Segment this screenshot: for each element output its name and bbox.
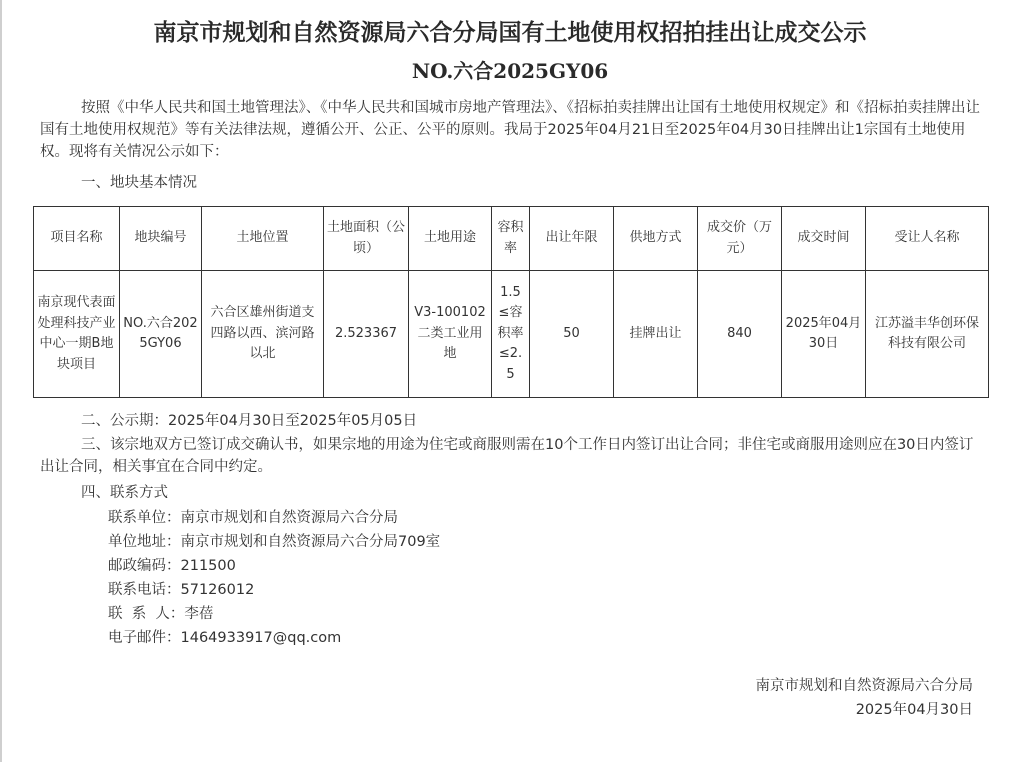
notice-title: 南京市规划和自然资源局六合分局国有土地使用权招拍挂出让成交公示	[153, 19, 867, 46]
land-info-table	[33, 206, 989, 398]
signature-date: 2025年04月30日	[855, 702, 973, 718]
header-supply-method: 供地方式	[614, 207, 698, 271]
table-header-row	[34, 207, 989, 271]
section-contract-terms: 三、该宗地双方已签订成交确认书，如果宗地的用途为住宅或商服则需在10个工作日内签订出让合同；非住宅或商服用途则应在30日内签订出让合同，相关事宜在合同中约定。	[40, 437, 974, 475]
contact-address: 单位地址：南京市规划和自然资源局六合分局709室	[108, 534, 441, 550]
header-parcel-number: 地块编号	[120, 207, 202, 271]
header-project-name: 项目名称	[34, 207, 120, 271]
cell-plot-ratio: 1.5≤容积率≤2.5	[492, 271, 530, 398]
cell-parcel-number: NO.六合2025GY06	[120, 271, 202, 398]
contact-unit: 联系单位：南京市规划和自然资源局六合分局	[108, 510, 398, 526]
header-transaction-date: 成交时间	[782, 207, 866, 271]
section-contact-heading: 四、联系方式	[81, 485, 168, 501]
section-land-info-heading: 一、地块基本情况	[81, 175, 197, 191]
cell-supply-method: 挂牌出让	[614, 271, 698, 398]
contact-email: 电子邮件：1464933917@qq.com	[108, 630, 342, 646]
header-land-area: 土地面积（公顷）	[324, 207, 409, 271]
header-lease-term: 出让年限	[530, 207, 614, 271]
cell-land-use: V3-100102二类工业用地	[409, 271, 492, 398]
intro-paragraph: 按照《中华人民共和国土地管理法》、《中华人民共和国城市房地产管理法》、《招标拍卖挂牌出让国有土地使用权规定》和《招标拍卖挂牌出让国有土地使用权规范》等有关法律法规，遵循公开、公正、公平的原则。我局于2025年04月21日至2025年04月30日挂牌出让1宗国有土地使用权。现将有关情况公示如下：	[40, 100, 980, 160]
table-row	[34, 271, 989, 398]
contact-postcode: 邮政编码：211500	[108, 558, 236, 574]
cell-project-name: 南京现代表面处理科技产业中心一期B地块项目	[34, 271, 120, 398]
notice-number: NO.六合2025GY06	[411, 59, 609, 83]
header-plot-ratio: 容积率	[492, 207, 530, 271]
cell-transaction-date: 2025年04月30日	[782, 271, 866, 398]
cell-land-location: 六合区雄州街道支四路以西、滨河路以北	[202, 271, 324, 398]
cell-transaction-price: 840	[698, 271, 782, 398]
contact-person: 联 系 人：李蓓	[108, 606, 214, 622]
signature-org: 南京市规划和自然资源局六合分局	[755, 678, 973, 694]
header-land-location: 土地位置	[202, 207, 324, 271]
cell-land-area: 2.523367	[324, 271, 409, 398]
header-land-use: 土地用途	[409, 207, 492, 271]
header-transaction-price: 成交价（万元）	[698, 207, 782, 271]
contact-phone: 联系电话：57126012	[108, 582, 255, 598]
section-publicity-period: 二、公示期：2025年04月30日至2025年05月05日	[81, 413, 418, 429]
page-left-border	[0, 0, 2, 762]
cell-lease-term: 50	[530, 271, 614, 398]
header-transferee: 受让人名称	[866, 207, 989, 271]
cell-transferee: 江苏溢丰华创环保科技有限公司	[866, 271, 989, 398]
